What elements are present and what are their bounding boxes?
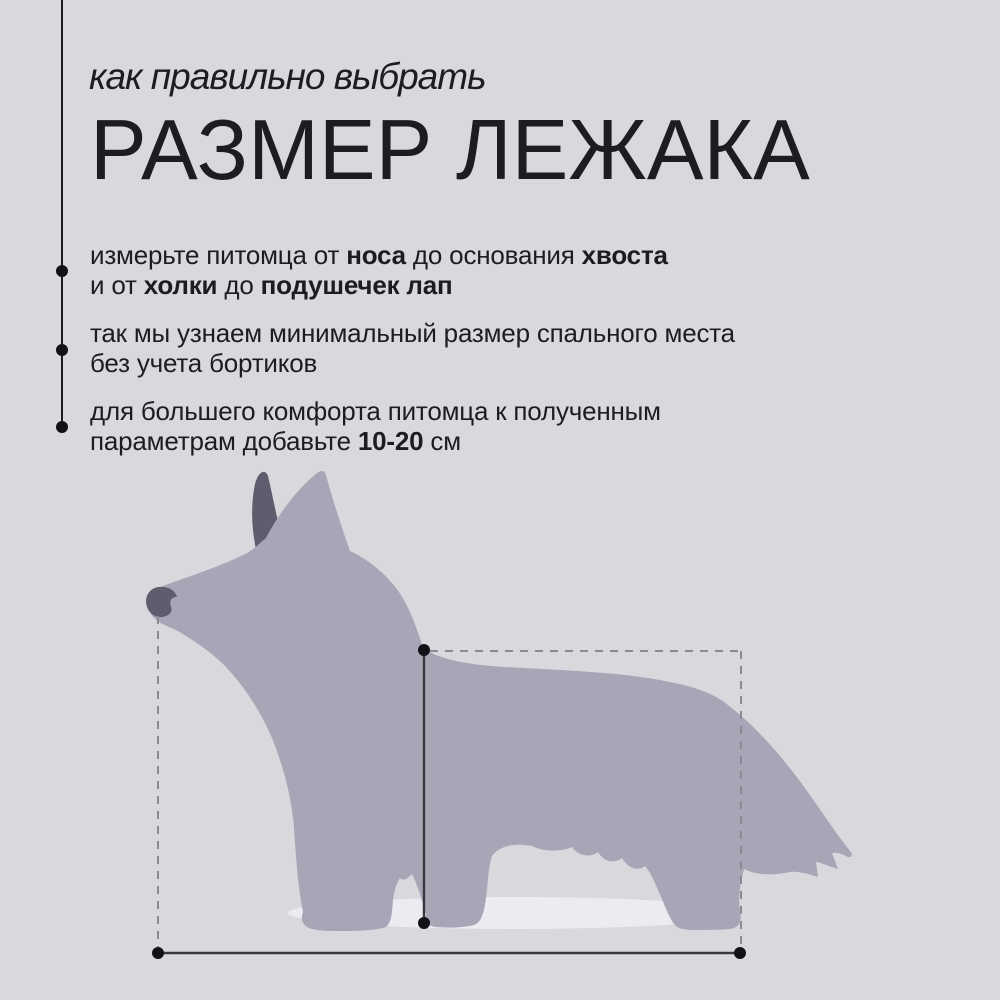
- bullet-line: параметрам добавьте 10-20 см: [90, 426, 461, 456]
- bullet-line: так мы узнаем минимальный размер спального места: [90, 318, 735, 348]
- dog-silhouette: [148, 471, 851, 931]
- bullet-line: измерьте питомца от носа до основания хвоста: [90, 240, 668, 270]
- measure-dot-tail-end: [734, 947, 746, 959]
- bullet-line: для большего комфорта питомца к полученным: [90, 396, 661, 426]
- bullet-line: и от холки до подушечек лап: [90, 270, 453, 300]
- bullet-line: без учета бортиков: [90, 348, 318, 378]
- measure-dot-nose-end: [152, 947, 164, 959]
- page-title: РАЗМЕР ЛЕЖАКА: [90, 103, 810, 198]
- measure-dot-ground: [418, 917, 430, 929]
- page-subtitle: как правильно выбрать: [89, 56, 486, 97]
- measure-dot-withers: [418, 644, 430, 656]
